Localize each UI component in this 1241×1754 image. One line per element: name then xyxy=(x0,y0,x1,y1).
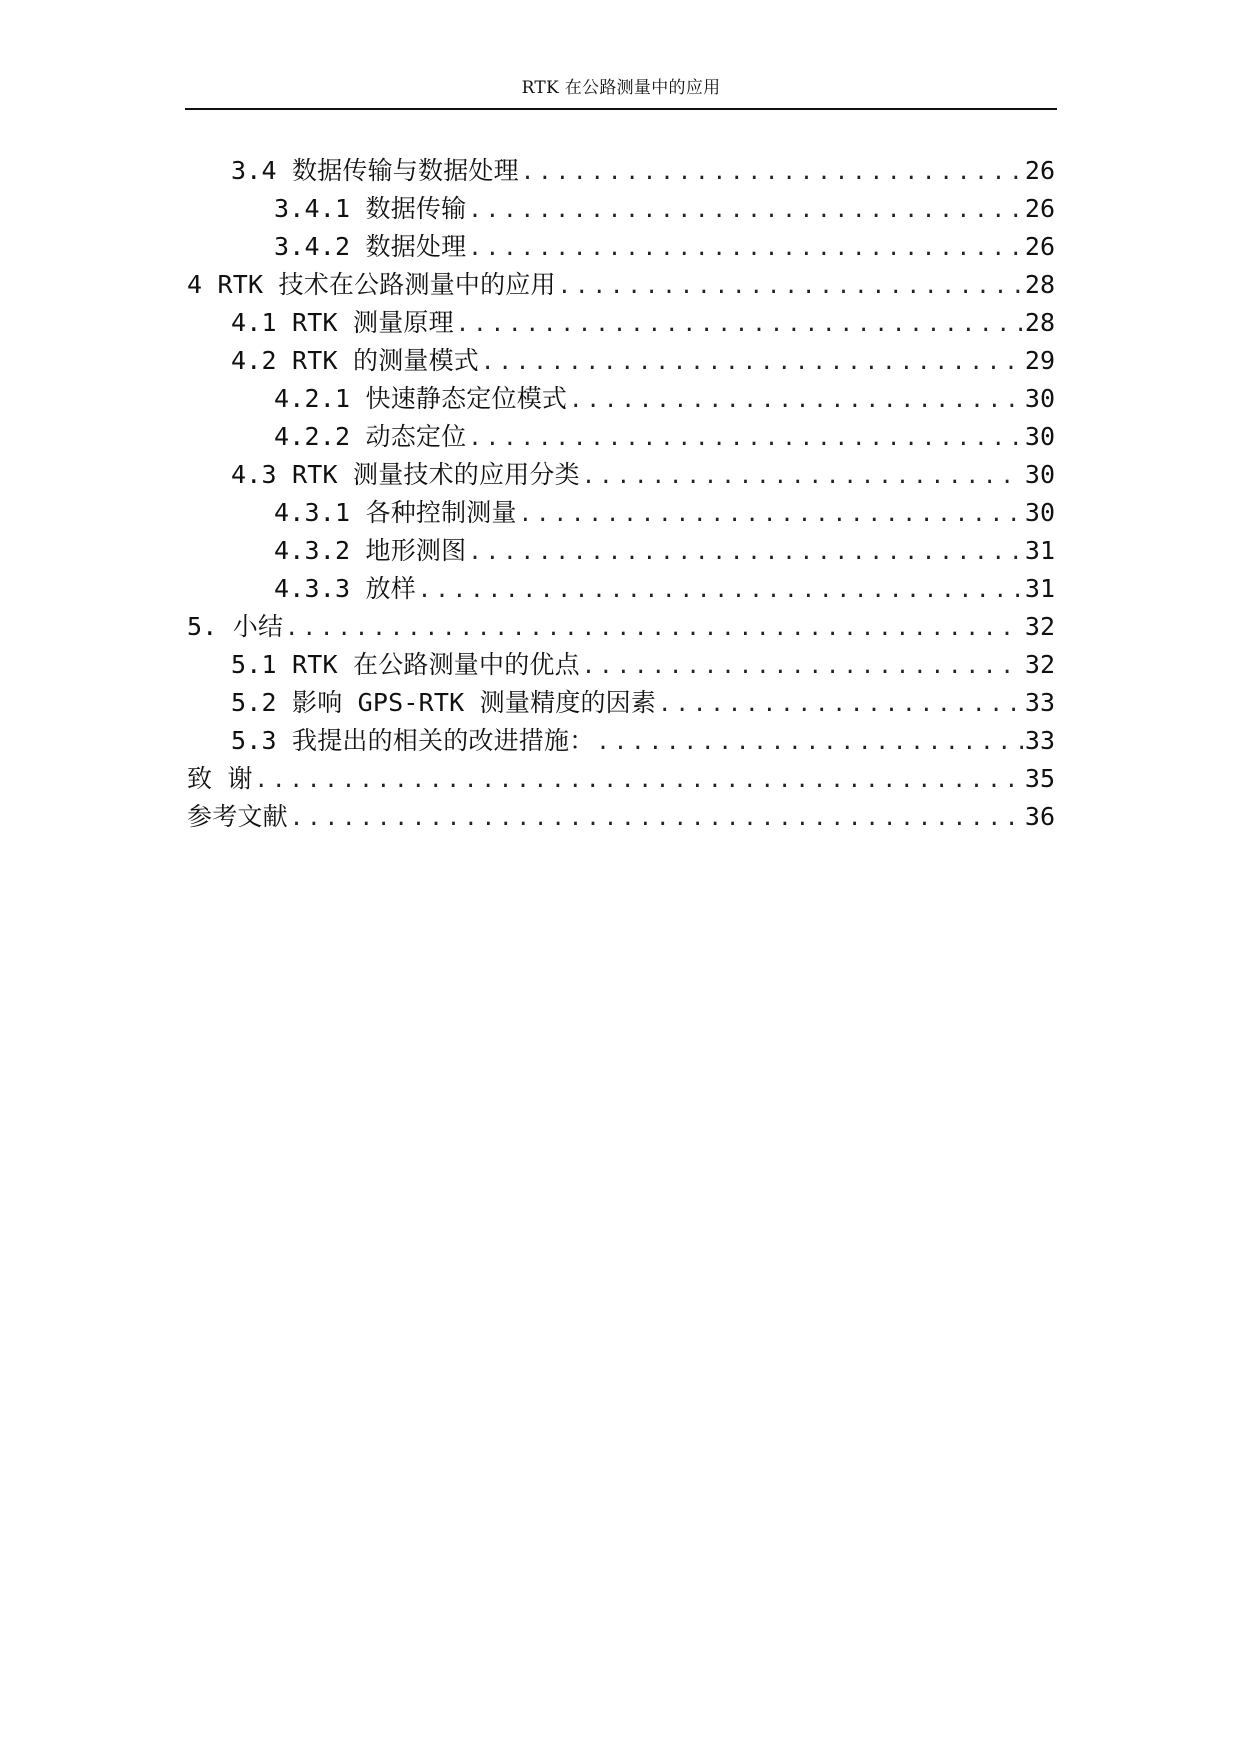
toc-entry-label: 3.4 数据传输与数据处理 xyxy=(231,156,519,185)
toc-entry-label: 5. 小结 xyxy=(187,612,284,641)
toc-page-number: 26 xyxy=(1024,156,1055,185)
toc-page-number: 26 xyxy=(1024,232,1055,261)
toc-entry[interactable] xyxy=(187,722,1055,760)
toc-entry[interactable] xyxy=(187,798,1055,836)
running-header xyxy=(185,78,1057,110)
toc-entry[interactable] xyxy=(187,228,1055,266)
toc-dot-leader xyxy=(418,572,1023,610)
toc-dot-leader xyxy=(569,382,1023,420)
toc-page-number: 30 xyxy=(1024,384,1055,413)
toc-dot-leader xyxy=(596,724,1022,762)
toc-entry-label: 致 谢 xyxy=(187,764,253,793)
toc-entry[interactable] xyxy=(187,684,1055,722)
toc-page-number: 28 xyxy=(1024,308,1055,337)
toc-page-number: 31 xyxy=(1024,536,1055,565)
toc-entry[interactable] xyxy=(187,418,1055,456)
toc-entry[interactable] xyxy=(187,494,1055,532)
toc-entry[interactable] xyxy=(187,760,1055,798)
toc-entry[interactable] xyxy=(187,608,1055,646)
toc-entry[interactable] xyxy=(187,456,1055,494)
toc-entry[interactable] xyxy=(187,380,1055,418)
toc-page-number: 36 xyxy=(1024,802,1055,831)
toc-page-number: 28 xyxy=(1024,270,1055,299)
toc-page-number: 32 xyxy=(1024,650,1055,679)
toc-entry[interactable] xyxy=(187,304,1055,342)
toc-dot-leader xyxy=(468,534,1023,572)
toc-dot-leader xyxy=(558,268,1023,306)
toc-entry-label: 4.3.3 放样 xyxy=(274,574,416,603)
toc-entry[interactable] xyxy=(187,342,1055,380)
toc-page-number: 35 xyxy=(1024,764,1055,793)
toc-entry-label: 5.2 影响 GPS-RTK 测量精度的因素 xyxy=(231,688,657,717)
running-header-title: RTK 在公路测量中的应用 xyxy=(521,78,721,98)
toc-page-number: 31 xyxy=(1024,574,1055,603)
toc-page-number: 33 xyxy=(1024,688,1055,717)
toc-dot-leader xyxy=(481,344,1023,382)
toc-entry-label: 4.2.1 快速静态定位模式 xyxy=(274,384,568,413)
toc-entry-label: 5.1 RTK 在公路测量中的优点 xyxy=(231,650,580,679)
toc-entry[interactable] xyxy=(187,532,1055,570)
toc-page-number: 29 xyxy=(1024,346,1055,375)
toc-entry[interactable] xyxy=(187,266,1055,304)
toc-page-number: 30 xyxy=(1024,498,1055,527)
toc-entry-label: 4 RTK 技术在公路测量中的应用 xyxy=(187,270,556,299)
toc-dot-leader xyxy=(456,306,1023,344)
toc-dot-leader xyxy=(582,648,1023,686)
toc-dot-leader xyxy=(285,610,1023,648)
toc-dot-leader xyxy=(468,230,1023,268)
toc-entry-label: 5.3 我提出的相关的改进措施： xyxy=(231,726,595,755)
toc-entry-label: 4.2.2 动态定位 xyxy=(274,422,467,451)
toc-entry-label: 参考文献 xyxy=(187,802,288,831)
toc-page-number: 30 xyxy=(1024,460,1055,489)
toc-dot-leader xyxy=(658,686,1023,724)
toc-dot-leader xyxy=(290,800,1023,838)
toc-entry[interactable] xyxy=(187,646,1055,684)
toc-entry-label: 4.3.1 各种控制测量 xyxy=(274,498,517,527)
toc-entry-label: 4.3.2 地形测图 xyxy=(274,536,467,565)
toc-page-number: 33 xyxy=(1024,726,1055,755)
toc-dot-leader xyxy=(468,192,1023,230)
toc-dot-leader xyxy=(255,762,1023,800)
toc-entry[interactable] xyxy=(187,152,1055,190)
toc-dot-leader xyxy=(468,420,1023,458)
toc-dot-leader xyxy=(519,496,1023,534)
toc-page-number: 30 xyxy=(1024,422,1055,451)
toc-dot-leader xyxy=(582,458,1023,496)
toc-entry-label: 4.1 RTK 测量原理 xyxy=(231,308,454,337)
table-of-contents xyxy=(187,152,1055,836)
toc-entry-label: 4.3 RTK 测量技术的应用分类 xyxy=(231,460,580,489)
toc-page-number: 32 xyxy=(1024,612,1055,641)
toc-entry[interactable] xyxy=(187,190,1055,228)
toc-entry[interactable] xyxy=(187,570,1055,608)
toc-page-number: 26 xyxy=(1024,194,1055,223)
toc-entry-label: 3.4.1 数据传输 xyxy=(274,194,467,223)
toc-entry-label: 4.2 RTK 的测量模式 xyxy=(231,346,480,375)
toc-entry-label: 3.4.2 数据处理 xyxy=(274,232,467,261)
toc-dot-leader xyxy=(521,154,1023,192)
